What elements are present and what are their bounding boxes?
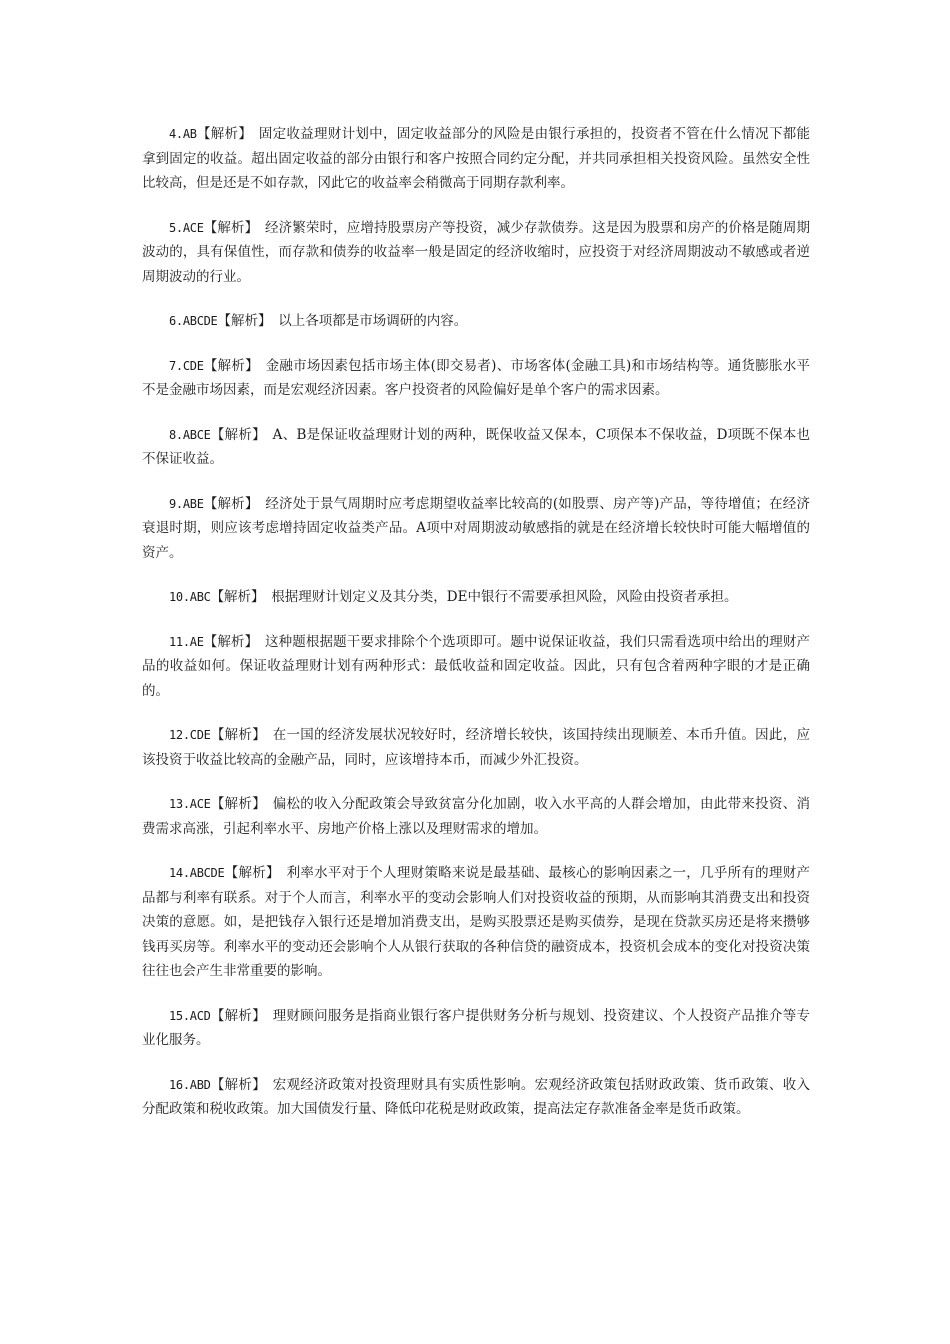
explanation-item-7	[142, 354, 810, 403]
explanation-text: 这种题根据题干要求排除个个选项即可。题中说保证收益，我们只需看选项中给出的理财产品的收益如何。保证收益理财计划有两种形式：最低收益和固定收益。因此，只有包含着两种字眼的才是正确的。	[142, 633, 811, 699]
answer-number: 16.ABD	[169, 1077, 211, 1092]
analysis-tag: 【解析】	[217, 313, 272, 329]
explanation-text: 固定收益理财计划中，固定收益部分的风险是由银行承担的，投资者不管在什么情况下都能拿到固定的收益。超出固定收益的部分由银行和客户按照合同约定分配，并共同承担相关投资风险。虽然安全性比较高，但是还是不如存款，冈此它的收益率会稍微高于同期存款利率。	[142, 126, 811, 191]
answer-number: 12.CDE	[169, 728, 211, 742]
answer-number: 13.ACE	[169, 797, 211, 811]
explanation-item-11	[142, 630, 810, 704]
explanation-item-9	[142, 492, 810, 566]
explanation-item-14	[142, 861, 810, 984]
explanation-text: 利率水平对于个人理财策略来说是最基础、最核心的影响因素之一，几乎所有的理财产品都与利率有联系。对于个人而言，利率水平的变动会影响人们对投资收益的预期，从而影响其消费支出和投资决策的意愿。如，是把钱存入银行还是增加消费支出，是购买股票还是购买债券，是现在贷款买房还是将来攒够钱再买房等。利率水平的变动还会影响个人从银行获取的各种信贷的融资成本，投资机会成本的变化对投资决策往往也会产生非常重要的影响。	[142, 865, 811, 979]
explanation-text: 金融市场因素包括市场主体(即交易者)、市场客体(金融工具)和市场结构等。通货膨胀水平不是金融市场因素，而是宏观经济因素。客户投资者的风险偏好是单个客户的需求因素。	[142, 357, 810, 398]
answer-number: 10.ABC	[169, 590, 211, 604]
analysis-tag: 【解析】	[210, 727, 266, 743]
explanation-text: 经济处于景气周期时应考虑期望收益率比较高的(如股票、房产等)产品，等待增值；在经济衰退时期，则应该考虑增持固定收益类产品。A项中对周期波动敏感指的就是在经济增长较快时可能大幅增值的资产。	[142, 495, 810, 561]
answer-explanations	[142, 122, 810, 1142]
answer-number: 4.AB	[169, 127, 197, 141]
answer-number: 8.ABCE	[169, 427, 211, 442]
explanation-item-16	[142, 1073, 810, 1122]
explanation-text: 根据理财计划定义及其分类，DE中银行不需要承担风险，风险由投资者承担。	[271, 589, 738, 605]
explanation-text: 经济繁荣时，应增持股票房产等投资，减少存款债券。这是因为股票和房产的价格是随周期波动的，具有保值性，而存款和债券的收益率一般是固定的经济收缩时，应投资于对经济周期波动不敏感或者逆周期波动的行业。	[142, 219, 811, 285]
answer-number: 5.ACE	[169, 220, 204, 235]
explanation-item-15	[142, 1004, 810, 1053]
explanation-text: 理财顾问服务是指商业银行客户提供财务分析与规划、投资建议、个人投资产品推介等专业化服务。	[142, 1007, 811, 1048]
explanation-text: A、B是保证收益理财计划的两种，既保收益又保本，C项保本不保收益，D项既不保本也不保证收益。	[142, 426, 811, 467]
explanation-item-10	[142, 585, 810, 610]
analysis-tag: 【解析】	[203, 357, 259, 374]
analysis-tag: 【解析】	[224, 865, 280, 881]
explanation-item-6	[142, 309, 810, 334]
analysis-tag: 【解析】	[196, 126, 253, 142]
answer-number: 11.AE	[169, 634, 204, 649]
explanation-item-12	[142, 723, 810, 772]
explanation-text: 在一国的经济发展状况较好时，经济增长较快，该国持续出现顺差、本币升值。因此，应该投资于收益比较高的金融产品，同时，应该增持本币，而减少外汇投资。	[142, 727, 811, 768]
explanation-text: 宏观经济政策对投资理财具有实质性影响。宏观经济政策包括财政政策、货币政策、收入分配政策和税收政策。加大国债发行量、降低印花税是财政政策，提高法定存款准备金率是货币政策。	[142, 1076, 811, 1117]
analysis-tag: 【解析】	[210, 589, 265, 605]
answer-number: 14.ABCDE	[169, 866, 225, 880]
analysis-tag: 【解析】	[203, 495, 259, 512]
answer-number: 7.CDE	[169, 358, 204, 373]
explanation-text: 以上各项都是市场调研的内容。	[278, 313, 468, 329]
explanation-item-5	[142, 216, 810, 290]
answer-number: 9.ABE	[169, 496, 204, 511]
explanation-item-13	[142, 792, 810, 841]
explanation-text: 偏松的收入分配政策会导致贫富分化加剧，收入水平高的人群会增加，由此带来投资、消费需求高涨，引起利率水平、房地产价格上涨以及理财需求的增加。	[142, 796, 811, 837]
answer-number: 15.ACD	[169, 1008, 211, 1023]
analysis-tag: 【解析】	[210, 426, 266, 443]
analysis-tag: 【解析】	[210, 1076, 266, 1093]
analysis-tag: 【解析】	[203, 633, 259, 650]
analysis-tag: 【解析】	[210, 796, 266, 812]
explanation-item-8	[142, 423, 810, 472]
analysis-tag: 【解析】	[203, 219, 259, 236]
explanation-item-4	[142, 122, 810, 196]
analysis-tag: 【解析】	[210, 1007, 266, 1024]
answer-number: 6.ABCDE	[169, 314, 218, 328]
